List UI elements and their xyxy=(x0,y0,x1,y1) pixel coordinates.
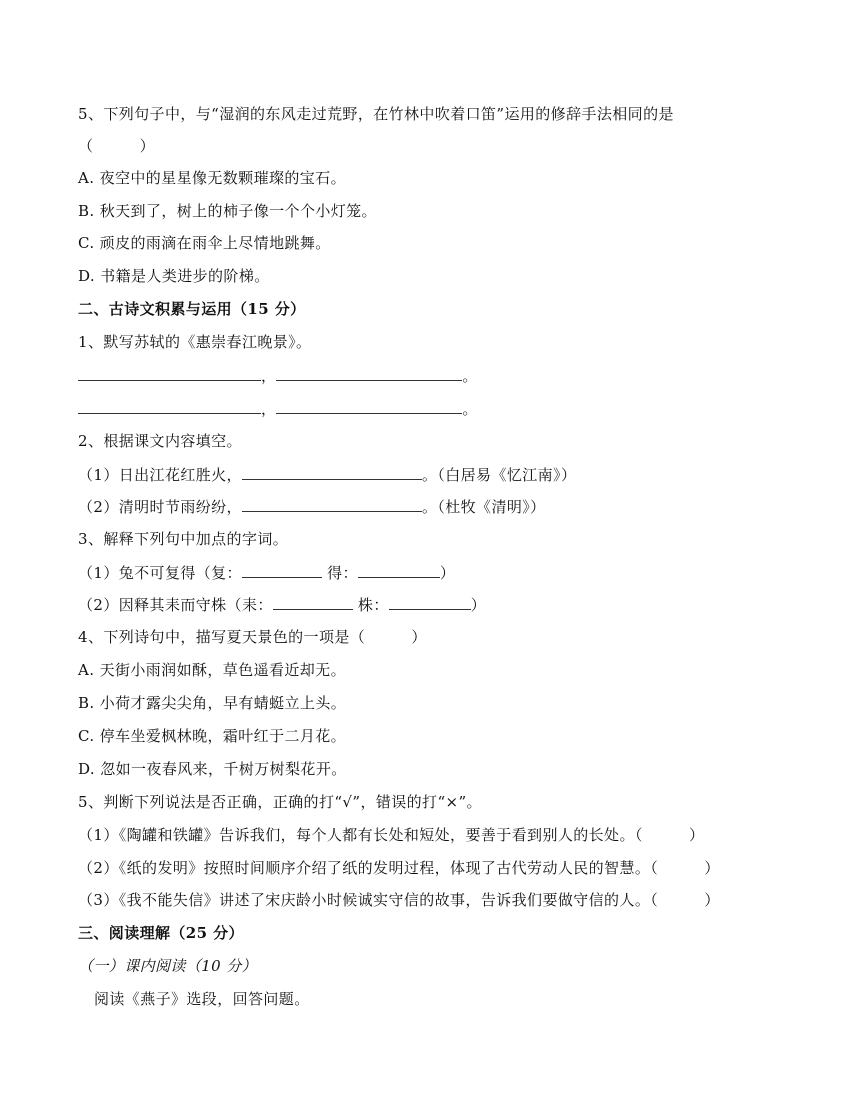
poem-blank[interactable] xyxy=(78,365,261,381)
fill-blank[interactable] xyxy=(358,562,440,578)
s2-question-3-stem: 3、解释下列句中加点的字词。 xyxy=(78,530,289,548)
s2-question-5-item-3: （3）《我不能失信》讲述了宋庆龄小时候诚实守信的故事，告诉我们要做守信的人。（ ） xyxy=(78,891,720,909)
s2-question-4-option-b: B. 小荷才露尖尖角，早有蜻蜓立上头。 xyxy=(78,694,347,712)
s2-question-4-option-a: A. 天街小雨润如酥，草色遥看近却无。 xyxy=(78,661,346,679)
s2-question-4-option-c: C. 停车坐爱枫林晚，霜叶红于二月花。 xyxy=(78,727,347,745)
s2-question-5-item-2: （2）《纸的发明》按照时间顺序介绍了纸的发明过程，体现了古代劳动人民的智慧。（ ） xyxy=(78,859,720,877)
s2-question-2-stem: 2、根据课文内容填空。 xyxy=(78,432,242,450)
fill-blank[interactable] xyxy=(242,562,322,578)
s2-question-2-item-1: （1）日出江花红胜火， 。（白居易《忆江南》） xyxy=(78,466,577,484)
question-5-option-d: D. 书籍是人类进步的阶梯。 xyxy=(78,267,270,285)
section-2-heading: 二、古诗文积累与运用（15 分） xyxy=(78,300,306,318)
poem-blank-row-1: ， 。 xyxy=(78,365,478,386)
question-5-option-c: C. 顽皮的雨滴在雨伞上尽情地跳舞。 xyxy=(78,234,331,252)
question-5-option-b: B. 秋天到了，树上的柿子像一个个小灯笼。 xyxy=(78,202,377,220)
s2-question-2-item-2: （2）清明时节雨纷纷， 。（杜牧《清明》） xyxy=(78,498,546,516)
s2-question-3-item-2: （2）因释其耒而守株（耒： 株： ） xyxy=(78,596,487,614)
section-3-heading: 三、阅读理解（25 分） xyxy=(78,924,244,942)
poem-blank-row-2: ， 。 xyxy=(78,398,478,419)
fill-blank[interactable] xyxy=(273,594,353,610)
reading-instruction: 阅读《燕子》选段，回答问题。 xyxy=(94,990,310,1008)
question-5-stem: 5、下列句子中，与“湿润的东风走过荒野，在竹林中吹着口笛”运用的修辞手法相同的是 xyxy=(78,105,674,123)
question-5-answer-paren: （ ） xyxy=(78,137,156,155)
poem-blank[interactable] xyxy=(276,365,462,381)
s2-question-4-option-d: D. 忽如一夜春风来，千树万树梨花开。 xyxy=(78,760,347,778)
s2-question-3-item-1: （1）兔不可复得（复： 得： ） xyxy=(78,564,456,582)
s2-question-4-stem: 4、下列诗句中，描写夏天景色的一项是（ ） xyxy=(78,628,427,646)
poem-blank[interactable] xyxy=(276,398,462,414)
s2-question-5-stem: 5、判断下列说法是否正确，正确的打“√”，错误的打“×”。 xyxy=(78,793,482,811)
s2-question-5-item-1: （1）《陶罐和铁罐》告诉我们，每个人都有长处和短处，要善于看到别人的长处。（ ） xyxy=(78,826,705,844)
fill-blank[interactable] xyxy=(242,464,422,480)
section-3-subheading: （一）课内阅读（10 分） xyxy=(78,957,258,975)
question-5-option-a: A. 夜空中的星星像无数颗璀璨的宝石。 xyxy=(78,169,346,187)
poem-blank[interactable] xyxy=(78,398,261,414)
fill-blank[interactable] xyxy=(389,594,471,610)
s2-question-1-stem: 1、默写苏轼的《惠崇春江晚景》。 xyxy=(78,333,312,351)
fill-blank[interactable] xyxy=(242,496,422,512)
